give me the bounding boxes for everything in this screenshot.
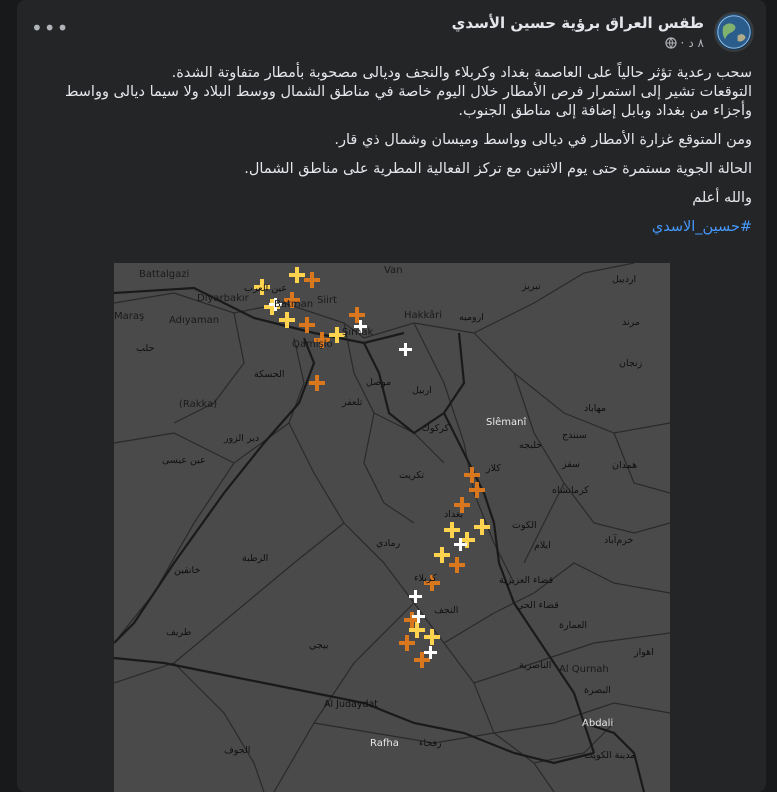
map-label: Adıyaman bbox=[169, 315, 220, 326]
map-label: تبريز bbox=[522, 281, 541, 292]
map-label: Maraş bbox=[114, 311, 145, 322]
map-label: Batman bbox=[274, 299, 314, 310]
map-label: عين العرب bbox=[244, 283, 288, 294]
map-label: Diyarbakır bbox=[197, 293, 249, 304]
map-label: مرند bbox=[622, 317, 640, 328]
map-label: همدان bbox=[612, 460, 638, 471]
post-text bbox=[43, 64, 752, 247]
map-label: كرمانشاه bbox=[552, 485, 589, 496]
paragraph-3: ومن المتوقع غزارة الأمطار في ديالى وواسط وميسان وشمال ذي قار. bbox=[334, 132, 752, 148]
map-label: زنجان bbox=[619, 358, 643, 369]
map-label: حلب bbox=[136, 343, 155, 354]
map-label: العمارة bbox=[559, 620, 588, 631]
post-meta bbox=[665, 36, 704, 50]
map-label: Qamişlo bbox=[292, 339, 333, 350]
lightning-map-image[interactable] bbox=[114, 263, 670, 792]
separator-dot: · bbox=[680, 36, 685, 50]
map-label: قضاء العزيزية bbox=[499, 575, 554, 586]
map-label: طريف bbox=[166, 627, 192, 638]
map-label: Rafha bbox=[370, 738, 399, 749]
map-label: رمادي bbox=[376, 538, 401, 549]
map-label: اروميه bbox=[459, 312, 484, 323]
map-label: Hakkâri bbox=[404, 310, 443, 321]
paragraph-5: والله أعلم bbox=[692, 190, 752, 206]
map-label: Abdali bbox=[582, 718, 614, 729]
map-label: Siirt bbox=[317, 295, 337, 306]
map-label: خرم‌آباد bbox=[604, 535, 634, 546]
map-label: الناصرية bbox=[519, 660, 552, 671]
map-label: Van bbox=[384, 265, 403, 276]
post-header bbox=[17, 8, 766, 56]
map-label: النجف bbox=[434, 605, 459, 616]
earth-avatar-icon bbox=[716, 14, 752, 50]
map-label: Battalgazi bbox=[139, 269, 190, 280]
map-label: بيجي bbox=[309, 640, 329, 651]
map-label: مهاباد bbox=[584, 403, 607, 414]
map-label: Şırnak bbox=[342, 327, 374, 338]
map-label: رفحاء bbox=[419, 738, 442, 749]
map-label: Al Judaydat bbox=[324, 699, 379, 710]
map-label: الحسكة bbox=[254, 369, 285, 380]
map-label: اردبيل bbox=[612, 274, 637, 285]
more-options-button[interactable]: ••• bbox=[31, 16, 70, 40]
map-label: مدينة الكويت bbox=[584, 750, 636, 761]
map-label: خانقين bbox=[174, 565, 201, 576]
map-label: قضاء الحي bbox=[516, 600, 559, 611]
map-label: كربلاء bbox=[414, 573, 437, 584]
paragraph-1: سحب رعدية تؤثر حالياً على العاصمة بغداد وكربلاء والنجف وديالى مصحوبة بأمطار متفاوتة الشدة. bbox=[171, 65, 752, 81]
hashtag-link[interactable]: #حسين_الاسدي bbox=[651, 219, 752, 235]
map-label: سنندج bbox=[562, 430, 587, 441]
map-label: دير الزور bbox=[224, 433, 260, 444]
globe-icon bbox=[665, 37, 677, 49]
map-label: الجوف bbox=[224, 745, 251, 756]
map-label: عين عيسى bbox=[162, 455, 206, 466]
map-label: الكوت bbox=[512, 520, 537, 531]
map-label: اهواز bbox=[634, 647, 654, 658]
map-label: كركوك bbox=[422, 423, 450, 434]
map-label: تلعفر bbox=[342, 397, 363, 408]
map-svg bbox=[114, 263, 670, 792]
map-label: بغداد bbox=[444, 509, 464, 520]
page-name[interactable]: طقس العراق برؤية حسين الأسدي bbox=[451, 14, 704, 32]
map-label: اربيل bbox=[412, 385, 432, 396]
map-label: سقز bbox=[562, 459, 581, 470]
map-label: Slêmanî bbox=[486, 417, 527, 428]
paragraph-2: التوقعات تشير إلى استمرار فرص الأمطار خلال اليوم خاصة في مناطق الشمال ووسط البلاد ولا سيما ديالى وواسط وأجزاء من بغداد وبابل إضافة إلى مناطق الجنوب. bbox=[65, 84, 752, 119]
province-borders bbox=[114, 263, 670, 792]
map-label: كلار bbox=[486, 463, 501, 474]
map-label: الرطبة bbox=[242, 553, 269, 564]
map-label: Al Qurnah bbox=[559, 664, 609, 675]
map-label: (Rakka) bbox=[179, 399, 218, 410]
page-avatar[interactable] bbox=[714, 12, 754, 52]
paragraph-4: الحالة الجوية مستمرة حتى يوم الاثنين مع تركز الفعالية المطرية على مناطق الشمال. bbox=[244, 161, 752, 177]
map-label: ايلام bbox=[534, 540, 551, 551]
map-label: البصرة bbox=[584, 685, 611, 696]
map-labels bbox=[114, 265, 654, 761]
post-time[interactable]: ٨ د bbox=[688, 36, 704, 50]
map-label: حلبجه bbox=[519, 440, 543, 451]
map-label: موصل bbox=[366, 377, 392, 388]
map-label: تكريت bbox=[399, 470, 425, 481]
post-card bbox=[17, 0, 766, 792]
